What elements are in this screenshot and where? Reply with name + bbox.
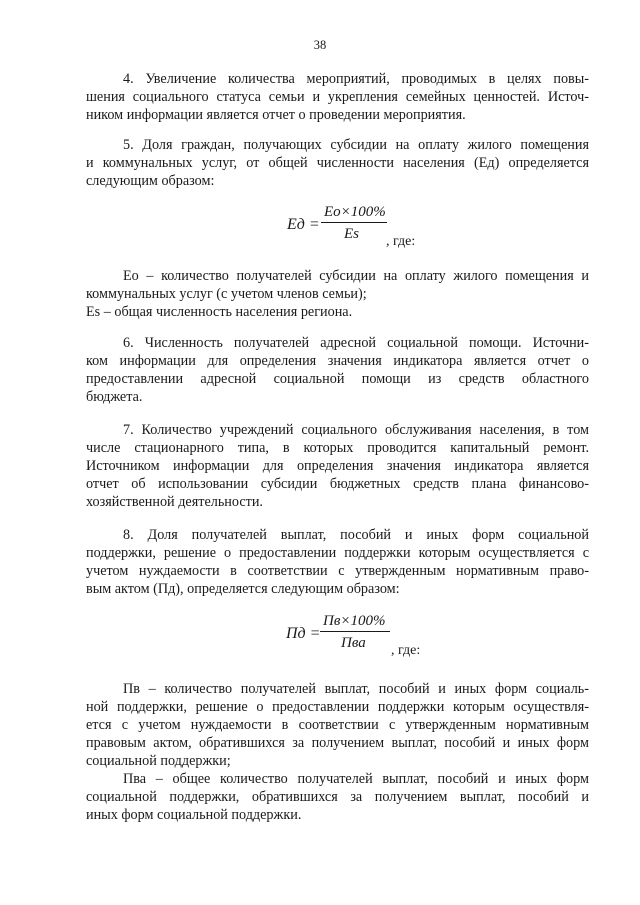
definition-pv-line-1: Пв – количество получателей выплат, пособий и иных форм социаль- bbox=[123, 681, 589, 697]
paragraph-8-line-4: вым актом (Пд), определяется следующим образом: bbox=[86, 581, 400, 597]
paragraph-7-line-3: Источником информации для определения значения индикатора является bbox=[86, 458, 589, 474]
definition-pv-line-5: социальной поддержки; bbox=[86, 753, 231, 769]
paragraph-4-line-1: 4. Увеличение количества мероприятий, проводимых в целях повы- bbox=[123, 71, 589, 87]
paragraph-8-line-2: поддержки, решение о предоставлении поддержки которым осуществляется с bbox=[86, 545, 589, 561]
paragraph-6-line-3: предоставлении адресной социальной помощи из средств областного bbox=[86, 371, 589, 387]
definition-eo-line-1: Ео – количество получателей субсидии на оплату жилого помещения и bbox=[123, 268, 589, 284]
paragraph-5-line-2: и коммунальных услуг, от общей численности населения (Ед) определяется bbox=[86, 155, 589, 171]
paragraph-6-line-1: 6. Численность получателей адресной социальной помощи. Источни- bbox=[123, 335, 589, 351]
formula-pd-numerator: Пв×100% bbox=[323, 613, 386, 629]
formula-ed-fraction-bar bbox=[321, 222, 387, 223]
paragraph-6-line-2: ком информации для определения значения индикатора является отчет о bbox=[86, 353, 589, 369]
definition-pva-line-3: иных форм социальной поддержки. bbox=[86, 807, 302, 823]
paragraph-7-line-5: хозяйственной деятельности. bbox=[86, 494, 263, 510]
paragraph-4-line-3: ником информации является отчет о проведении мероприятия. bbox=[86, 107, 466, 123]
definition-pv-line-3: ется с учетом нуждаемости в соответствии с утвержденным нормативным bbox=[86, 717, 589, 733]
formula-pd-fraction-bar bbox=[320, 631, 390, 632]
paragraph-7-line-2: числе стационарного типа, в которых проводится капитальный ремонт. bbox=[86, 440, 589, 456]
paragraph-6-line-4: бюджета. bbox=[86, 389, 143, 405]
paragraph-7-line-4: отчет об использовании субсидии бюджетных средств плана финансово- bbox=[86, 476, 589, 492]
paragraph-5-line-3: следующим образом: bbox=[86, 173, 215, 189]
definition-pv-line-4: правовым актом, обратившихся за получением выплат, пособий и иных форм bbox=[86, 735, 589, 751]
paragraph-7-line-1: 7. Количество учреждений социального обслуживания населения, в том bbox=[123, 422, 589, 438]
definition-pva-line-2: социальной поддержки, обратившихся за получением выплат, пособий и bbox=[86, 789, 589, 805]
paragraph-8-line-1: 8. Доля получателей выплат, пособий и иных форм социальной bbox=[123, 527, 589, 543]
formula-pd-denominator: Пва bbox=[341, 635, 366, 651]
formula-ed-lhs: Ед = bbox=[287, 216, 320, 233]
formula-ed-numerator: Ео×100% bbox=[324, 204, 386, 220]
formula-ed-where: , где: bbox=[386, 234, 416, 249]
paragraph-4-line-2: шения социального статуса семьи и укрепления семейных ценностей. Источ- bbox=[86, 89, 589, 105]
definition-pv-line-2: ной поддержки, решение о предоставлении поддержки которым осуществля- bbox=[86, 699, 589, 715]
definition-pva-line-1: Пва – общее количество получателей выплат, пособий и иных форм bbox=[123, 771, 589, 787]
definition-eo-line-2: коммунальных услуг (с учетом членов семьи); bbox=[86, 286, 367, 302]
paragraph-8-line-3: учетом нуждаемости в соответствии с утвержденным нормативным право- bbox=[86, 563, 589, 579]
paragraph-5-line-1: 5. Доля граждан, получающих субсидии на оплату жилого помещения bbox=[123, 137, 589, 153]
formula-pd-lhs: Пд = bbox=[286, 625, 321, 642]
formula-pd-where: , где: bbox=[391, 643, 421, 658]
definition-es: Es – общая численность населения региона. bbox=[86, 304, 353, 320]
page-number: 38 bbox=[313, 38, 327, 52]
formula-ed-denominator: Es bbox=[344, 226, 359, 242]
